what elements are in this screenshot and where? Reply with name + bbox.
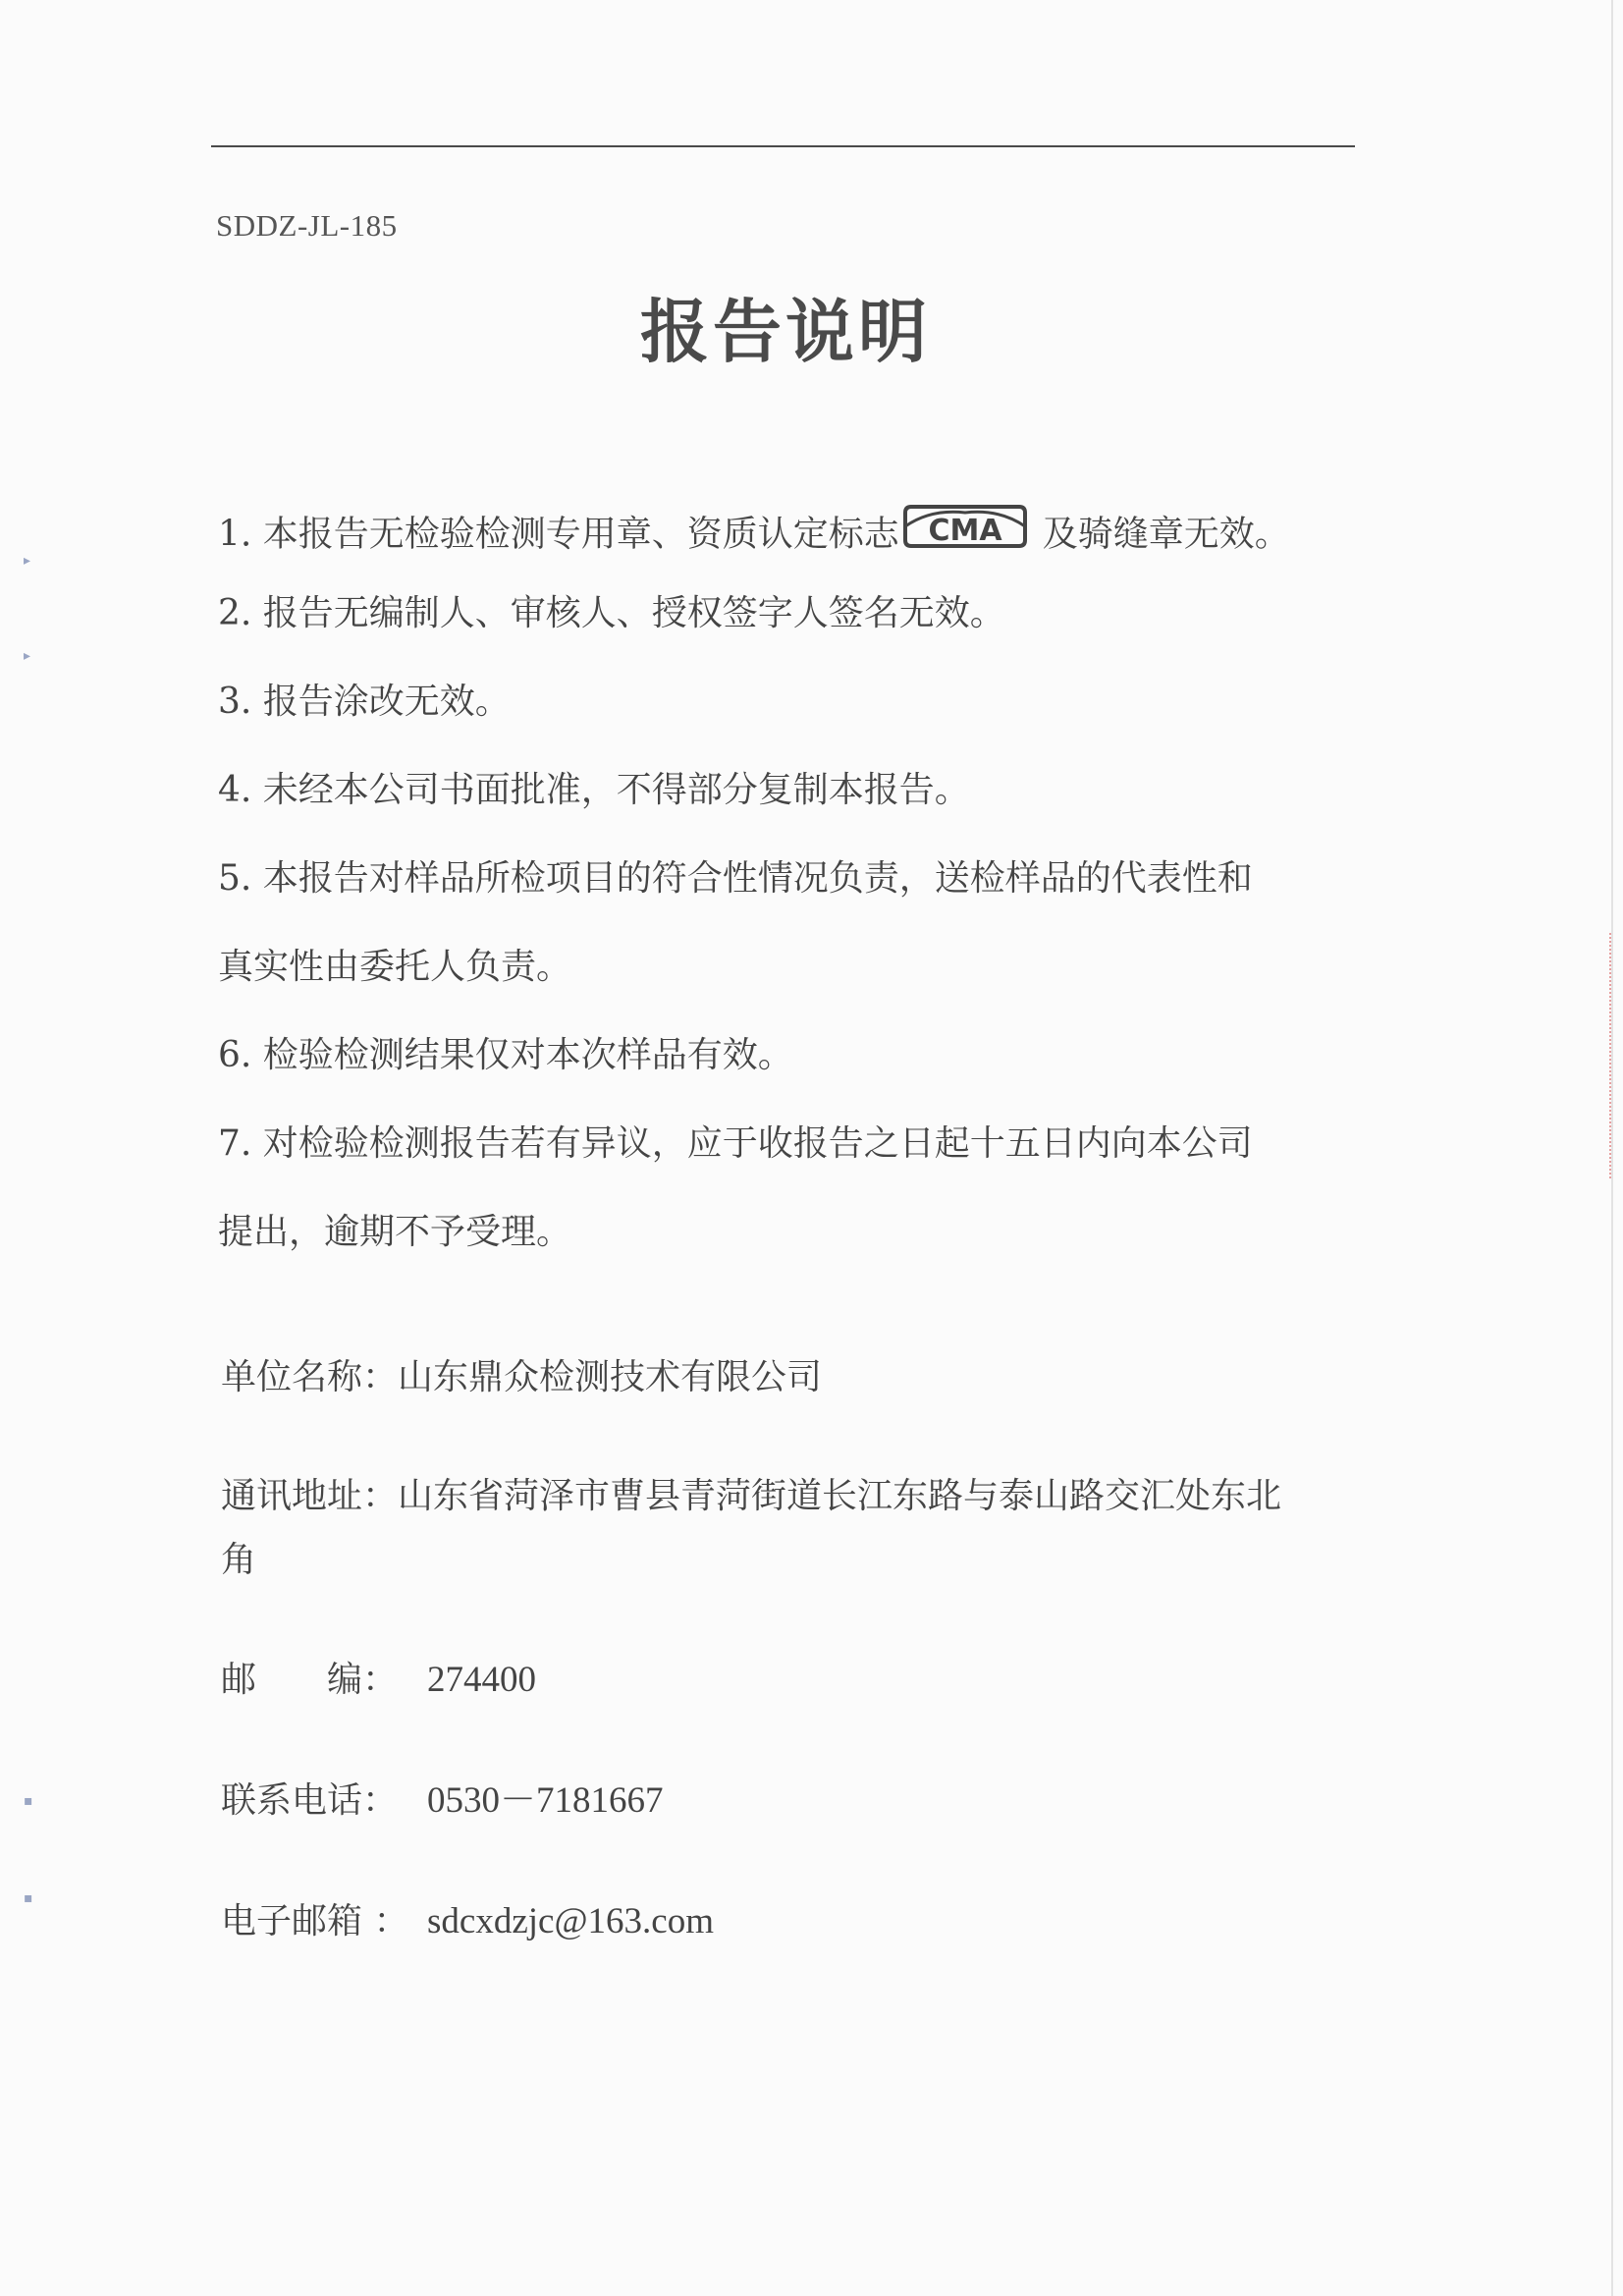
notice-item-4: 4. 未经本公司书面批准，不得部分复制本报告。 — [218, 770, 970, 810]
notice-item-6: 6. 检验检测结果仅对本次样品有效。 — [218, 1035, 793, 1075]
scan-speck: ▸ — [24, 648, 31, 664]
notice-item-1-text-after: 及骑缝章无效。 — [1042, 514, 1290, 555]
email-value: sdcxdzjc@163.com — [427, 1901, 714, 1941]
address-row-continued: 角 — [221, 1540, 257, 1580]
postcode-value: 274400 — [427, 1660, 536, 1700]
phone-value: 0530－7181667 — [427, 1780, 664, 1821]
page-edge — [1611, 0, 1613, 2296]
notice-item-7-continued: 提出，逾期不予受理。 — [218, 1212, 572, 1252]
scan-speck: ▪ — [24, 1793, 33, 1809]
seam-stamp-fragment — [1596, 933, 1611, 1178]
document-title: 报告说明 — [640, 291, 931, 372]
company-name-value: 山东鼎众检测技术有限公司 — [398, 1357, 823, 1397]
address-label: 通讯地址： — [221, 1476, 399, 1516]
notice-item-2: 2. 报告无编制人、审核人、授权签字人签名无效。 — [218, 593, 1005, 633]
header-rule — [211, 145, 1355, 147]
address-value: 山东省菏泽市曹县青菏街道长江东路与泰山路交汇处东北 — [398, 1476, 1282, 1516]
notice-item-7: 7. 对检验检测报告若有异议，应于收报告之日起十五日内向本公司 — [218, 1123, 1253, 1164]
notice-item-3: 3. 报告涂改无效。 — [218, 682, 511, 722]
phone-row — [221, 1782, 664, 1819]
notice-item-1-text-before: 1. 本报告无检验检测专用章、资质认定标志 — [218, 514, 899, 555]
phone-label: 联系电话： — [221, 1780, 399, 1821]
postcode-row — [221, 1662, 536, 1698]
document-code: SDDZ-JL-185 — [216, 208, 398, 243]
cma-certification-mark-icon — [901, 503, 1029, 557]
scan-speck: ▸ — [24, 553, 31, 569]
scan-speck: ▪ — [24, 1890, 33, 1906]
email-label: 电子邮箱 ： — [221, 1901, 409, 1941]
email-row — [221, 1903, 714, 1940]
notice-item-5: 5. 本报告对样品所检项目的符合性情况负责，送检样品的代表性和 — [218, 858, 1253, 899]
company-name-row — [221, 1357, 823, 1397]
notice-item-1 — [218, 514, 1290, 557]
notice-item-5-continued: 真实性由委托人负责。 — [218, 947, 572, 987]
company-name-label: 单位名称： — [221, 1357, 399, 1397]
cma-mark-text: CMA — [928, 514, 1002, 548]
address-row — [221, 1476, 1282, 1516]
postcode-label: 邮 编： — [221, 1660, 399, 1700]
